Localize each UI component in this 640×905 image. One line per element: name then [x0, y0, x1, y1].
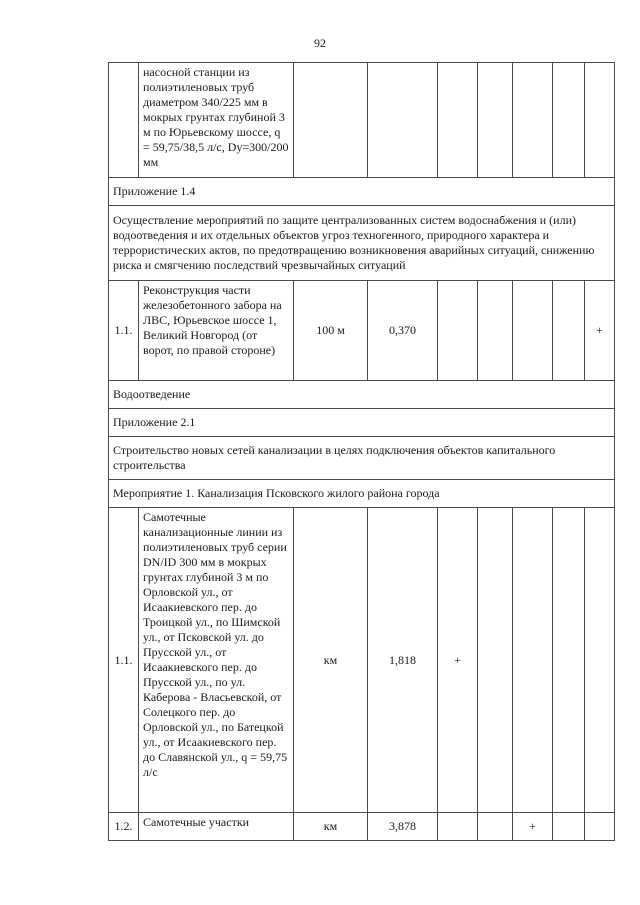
unit-cell: 100 м	[294, 281, 368, 381]
mark-cell	[478, 508, 513, 813]
section-row	[109, 206, 615, 281]
unit-cell: км	[294, 508, 368, 813]
work-description: насосной станции из полиэтиленовых труб диаметром 340/225 мм в мокрых грунтах глубиной 3 м по Юрьевскому шоссе, q = 59,75/38,5 л/с, Dy=300/200 мм	[139, 63, 294, 178]
mark-cell	[585, 63, 615, 178]
value-cell: 3,878	[368, 813, 438, 841]
mark-cell	[513, 281, 553, 381]
mark-cell	[553, 508, 585, 813]
row-number: 1.1.	[109, 281, 139, 381]
row-number: 1.1.	[109, 508, 139, 813]
section-heading: Приложение 1.4	[109, 178, 615, 206]
mark-cell: +	[585, 281, 615, 381]
table-row	[109, 281, 615, 381]
mark-cell	[585, 813, 615, 841]
works-table	[108, 62, 615, 841]
section-row	[109, 409, 615, 437]
row-number	[109, 63, 139, 178]
section-heading: Приложение 2.1	[109, 409, 615, 437]
unit-cell	[294, 63, 368, 178]
value-cell: 1,818	[368, 508, 438, 813]
mark-cell	[553, 281, 585, 381]
mark-cell	[478, 813, 513, 841]
mark-cell	[438, 281, 478, 381]
mark-cell	[553, 63, 585, 178]
section-row	[109, 178, 615, 206]
table-row	[109, 508, 615, 813]
section-heading: Мероприятие 1. Канализация Псковского жилого района города	[109, 480, 615, 508]
section-heading: Осуществление мероприятий по защите централизованных систем водоснабжения и (или) водоотведения и их отдельных объектов угроз техногенного, природного характера и террористических актов, по предотвращению возникновения аварийных ситуаций, снижению риска и смягчению последствий чрезвычайных ситуаций	[109, 206, 615, 281]
section-row	[109, 480, 615, 508]
page-number: 92	[314, 36, 326, 50]
mark-cell	[478, 281, 513, 381]
value-cell: 0,370	[368, 281, 438, 381]
table-row	[109, 813, 615, 841]
mark-cell	[478, 63, 513, 178]
mark-cell	[513, 63, 553, 178]
mark-cell: +	[438, 508, 478, 813]
section-row	[109, 381, 615, 409]
mark-cell	[553, 813, 585, 841]
work-description: Реконструкция части железобетонного забора на ЛВС, Юрьевское шоссе 1, Великий Новгород (от ворот, по правой стороне)	[139, 281, 294, 381]
work-description: Самотечные канализационные линии из полиэтиленовых труб серии DN/ID 300 мм в мокрых грунтах глубиной 3 м по Орловской ул., от Исаакиевского пер. до Троицкой ул., по Шимской ул., от Псковской ул. до Прусской ул., от Исаакиевского пер. до Прусской ул., по ул. Каберова - Власьевской, от Солецкого пер. до Орловской ул., по Батецкой ул., от Исаакиевского пер. до Славянской ул., q = 59,75 л/с	[139, 508, 294, 813]
table-row	[109, 63, 615, 178]
mark-cell	[438, 813, 478, 841]
section-heading: Водоотведение	[109, 381, 615, 409]
unit-cell: км	[294, 813, 368, 841]
section-heading: Строительство новых сетей канализации в целях подключения объектов капитального строительства	[109, 437, 615, 480]
mark-cell	[585, 508, 615, 813]
value-cell	[368, 63, 438, 178]
mark-cell: +	[513, 813, 553, 841]
row-number: 1.2.	[109, 813, 139, 841]
section-row	[109, 437, 615, 480]
work-description: Самотечные участки	[139, 813, 294, 841]
mark-cell	[438, 63, 478, 178]
mark-cell	[513, 508, 553, 813]
